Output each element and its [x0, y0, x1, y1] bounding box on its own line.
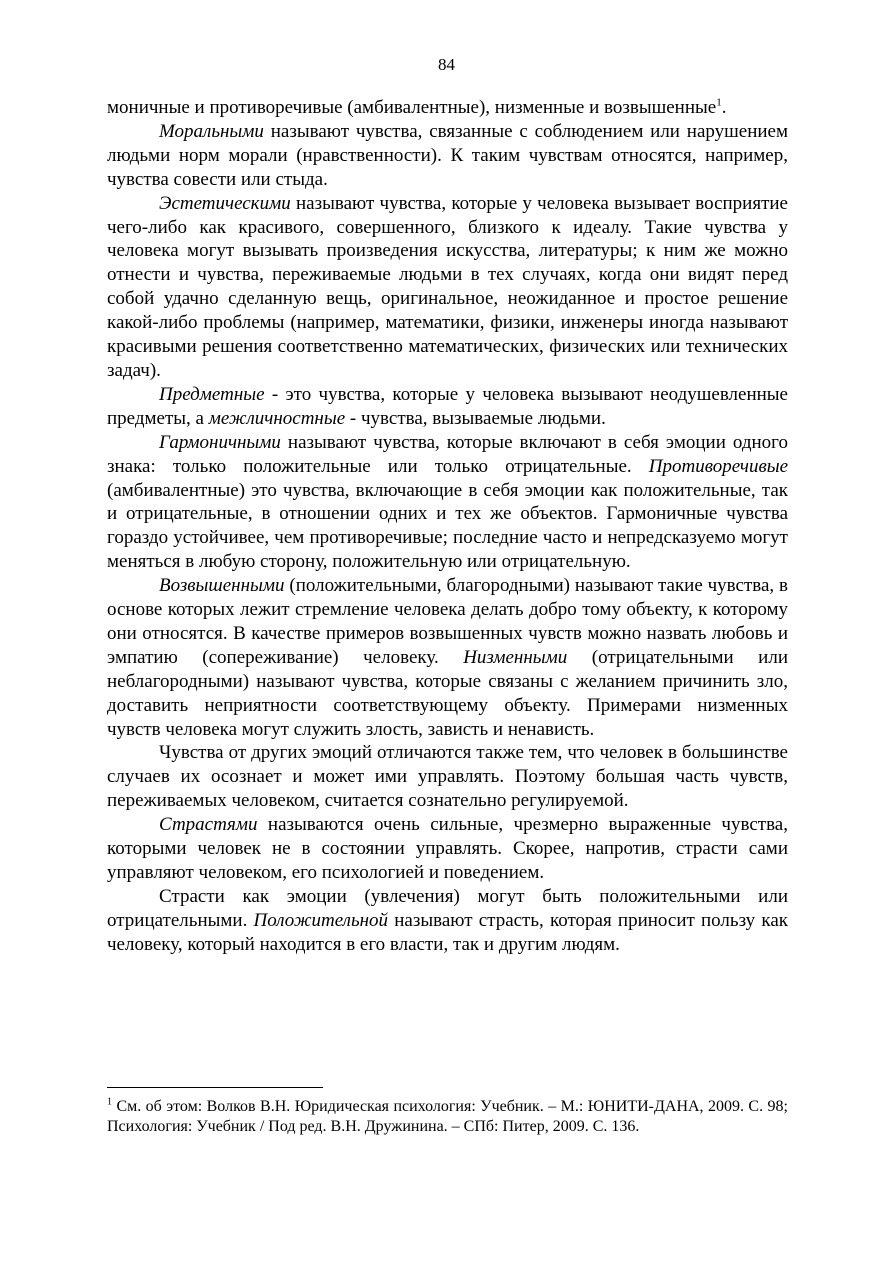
- footnote-separator: [107, 1087, 323, 1088]
- paragraph: [107, 741, 788, 813]
- paragraph: [107, 574, 788, 741]
- paragraph: [107, 383, 788, 431]
- italic-term: межличностные: [208, 407, 346, 429]
- paragraph: [107, 192, 788, 383]
- body-text: [107, 96, 788, 957]
- text-run: называют чувства, связанные с соблюдением или нарушением людьми норм морали (нравственности). К таким чувствам относятся, например, чувства совести или стыда.: [107, 120, 788, 190]
- italic-term: Гармоничными: [159, 431, 281, 453]
- footnote-marker: 1: [107, 1096, 112, 1108]
- text-run: (отрицательными или неблагородными) называют чувства, которые связаны с желанием причинить зло, доставить неприятности соответствующему объекту. Примерами низменных чувств человека могут служить злость, зависть и ненависть.: [107, 646, 788, 740]
- page-number: 84: [438, 55, 455, 74]
- paragraph: [107, 813, 788, 885]
- text-run: - чувства, вызываемые людьми.: [345, 407, 606, 429]
- text-run: .: [721, 97, 727, 118]
- paragraph: [107, 885, 788, 957]
- text-run: моничные и противоречивые (амбивалентные), низменные и возвышенные: [107, 97, 717, 118]
- text-run: называют чувства, которые включают в себя эмоции одного знака: только положительные или только отрицательные.: [107, 431, 788, 477]
- text-run: называются очень сильные, чрезмерно выраженные чувства, которыми человек не в состоянии управлять. Скорее, напротив, страсти сами управляют человеком, его психологией и поведением.: [107, 814, 788, 883]
- footnote: [107, 1097, 788, 1136]
- footnote-marker: 1: [716, 96, 722, 109]
- italic-term: Моральными: [159, 120, 264, 142]
- text-run: (положительными, благородными) называют такие чувства, в основе которых лежит стремление человека делать добро тому объекту, к которому они относятся. В качестве примеров возвышенных чувств можно назвать любовь и эмпатию (сопереживание) человеку.: [107, 575, 788, 668]
- italic-term: Предметные: [159, 383, 265, 405]
- paragraph: [107, 120, 788, 192]
- italic-term: Страстями: [159, 814, 258, 836]
- text-run: См. об этом: Волков В.Н. Юридическая психология: Учебник. – М.: ЮНИТИ-ДАНА, 2009. С. 98; Психология: Учебник / Под ред. В.Н. Дружинина. – СПб: Питер, 2009. С. 136.: [107, 1098, 788, 1135]
- text-run: Страсти как эмоции (увлечения) могут быть положительными или отрицательными.: [107, 885, 788, 931]
- text-run: называют чувства, которые у человека вызывает восприятие чего-либо как красивого, совершенного, близкого к идеалу. Такие чувства у человека могут вызывать произведения искусства, литературы; к ним же можно отнести и чувства, переживаемые людьми в тех случаях, когда они видят перед собой удачно сделанную вещь, оригинальное, неожиданное и простое решение какой-либо проблемы (например, математики, физики, инженеры иногда называют красивыми решения соответственно математических, физических или технических задач).: [107, 192, 788, 381]
- italic-term: Возвышенными: [159, 575, 285, 597]
- italic-term: Противоречивые: [648, 455, 788, 477]
- paragraph: [107, 431, 788, 574]
- text-run: Чувства от других эмоций отличаются также тем, что человек в большинстве случаев их осознает и может ими управлять. Поэтому большая часть чувств, переживаемых человеком, считается сознательно регулируемой.: [107, 742, 788, 812]
- italic-term: Низменными: [463, 646, 568, 668]
- italic-term: Эстетическими: [159, 192, 291, 214]
- text-run: (амбивалентные) это чувства, включающие в себя эмоции как положительные, так и отрицательные, в отношении одних и тех же объектов. Гармоничные чувства гораздо устойчивее, чем противоречивые; последние часто и непредсказуемо могут меняться в любую сторону, положительную или отрицательную.: [107, 479, 788, 573]
- italic-term: Положительной: [253, 909, 389, 931]
- text-run: называют страсть, которая приносит пользу как человеку, который находится в его власти, так и другим людям.: [107, 909, 788, 955]
- text-run: - это чувства, которые у человека вызывают неодушевленные предметы, а: [107, 383, 788, 429]
- paragraph: [107, 96, 788, 120]
